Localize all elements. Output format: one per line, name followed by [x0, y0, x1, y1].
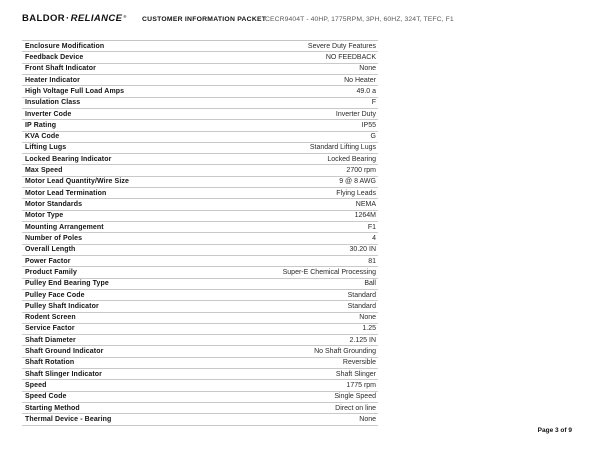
table-row: [22, 335, 378, 346]
table-row: [22, 64, 378, 75]
table-row: [22, 380, 378, 391]
spec-label: Shaft Rotation: [25, 359, 75, 367]
table-row: [22, 165, 378, 176]
spec-table: [22, 40, 378, 426]
page-header: [22, 13, 578, 27]
spec-label: Service Factor: [25, 325, 75, 333]
table-row: [22, 233, 378, 244]
spec-value: None: [359, 415, 376, 423]
table-row: [22, 211, 378, 222]
spec-value: No Heater: [344, 76, 376, 84]
spec-value: Single Speed: [334, 393, 376, 401]
logo-baldor-text: BALDOR: [22, 13, 66, 24]
spec-value: Locked Bearing: [327, 155, 376, 163]
table-row: [22, 346, 378, 357]
spec-label: Motor Type: [25, 212, 64, 220]
table-row: [22, 109, 378, 120]
spec-value: 2700 rpm: [346, 167, 376, 175]
spec-label: Number of Poles: [25, 234, 83, 242]
table-row: [22, 267, 378, 278]
spec-label: Speed: [25, 382, 47, 390]
spec-label: Motor Lead Quantity/Wire Size: [25, 178, 129, 186]
spec-label: Mounting Arrangement: [25, 223, 104, 231]
table-row: [22, 143, 378, 154]
logo-separator-dot: ·: [66, 13, 70, 24]
table-row: [22, 403, 378, 414]
table-row: [22, 279, 378, 290]
baldor-reliance-logo: [22, 13, 126, 24]
spec-label: Rodent Screen: [25, 314, 76, 322]
spec-value: 4: [372, 234, 376, 242]
spec-value: 30.20 IN: [349, 246, 376, 254]
spec-label: Shaft Diameter: [25, 336, 76, 344]
table-row: [22, 52, 378, 63]
spec-value: 1775 rpm: [346, 382, 376, 390]
table-row: [22, 120, 378, 131]
spec-value: Super-E Chemical Processing: [282, 268, 376, 276]
spec-label: High Voltage Full Load Amps: [25, 87, 125, 95]
table-row: [22, 369, 378, 380]
spec-value: No Shaft Grounding: [314, 348, 376, 356]
spec-label: Inverter Code: [25, 110, 72, 118]
document-title: CUSTOMER INFORMATION PACKET: [142, 16, 267, 23]
table-row: [22, 313, 378, 324]
spec-label: Enclosure Modification: [25, 42, 105, 50]
table-row: [22, 245, 378, 256]
table-row: [22, 414, 378, 425]
spec-label: Pulley Shaft Indicator: [25, 302, 99, 310]
table-row: [22, 392, 378, 403]
table-row: [22, 86, 378, 97]
spec-label: Max Speed: [25, 167, 63, 175]
spec-label: Front Shaft Indicator: [25, 65, 96, 73]
spec-value: Direct on line: [335, 404, 376, 412]
table-row: [22, 222, 378, 233]
spec-value: 1264M: [354, 212, 376, 220]
spec-label: Starting Method: [25, 404, 80, 412]
table-row: [22, 358, 378, 369]
spec-label: KVA Code: [25, 133, 60, 141]
spec-value: None: [359, 314, 376, 322]
spec-value: Standard Lifting Lugs: [309, 144, 376, 152]
table-row: [22, 132, 378, 143]
spec-value: Shaft Slinger: [335, 370, 376, 378]
table-row: [22, 98, 378, 109]
table-row: [22, 301, 378, 312]
table-row: [22, 177, 378, 188]
spec-label: IP Rating: [25, 121, 57, 129]
spec-label: Shaft Slinger Indicator: [25, 370, 102, 378]
page-number: Page 3 of 9: [537, 427, 572, 434]
registered-trademark-icon: ®: [123, 14, 127, 19]
spec-value: NEMA: [355, 201, 376, 209]
spec-label: Insulation Class: [25, 99, 81, 107]
spec-label: Heater Indicator: [25, 76, 80, 84]
spec-value: 2.125 IN: [349, 336, 376, 344]
spec-value: Reversible: [342, 359, 376, 367]
spec-label: Pulley Face Code: [25, 291, 85, 299]
table-row: [22, 41, 378, 52]
spec-label: Motor Lead Termination: [25, 189, 107, 197]
spec-value: 9 @ 8 AWG: [339, 178, 376, 186]
spec-label: Speed Code: [25, 393, 67, 401]
table-row: [22, 188, 378, 199]
spec-label: Lifting Lugs: [25, 144, 67, 152]
spec-value: 1.25: [362, 325, 376, 333]
spec-value: Standard: [347, 302, 376, 310]
spec-label: Locked Bearing Indicator: [25, 155, 112, 163]
spec-label: Motor Standards: [25, 201, 83, 209]
logo-reliance-text: RELIANCE: [70, 13, 123, 24]
spec-value: NO FEEDBACK: [325, 53, 376, 61]
table-row: [22, 290, 378, 301]
spec-label: Pulley End Bearing Type: [25, 280, 109, 288]
spec-label: Overall Length: [25, 246, 76, 254]
spec-value: Inverter Duty: [335, 110, 376, 118]
spec-value: G: [370, 133, 376, 141]
spec-value: Severe Duty Features: [307, 42, 376, 50]
table-row: [22, 256, 378, 267]
spec-value: F: [371, 99, 376, 107]
spec-value: None: [359, 65, 376, 73]
spec-value: Standard: [347, 291, 376, 299]
spec-label: Feedback Device: [25, 53, 84, 61]
spec-value: Ball: [364, 280, 376, 288]
spec-label: Power Factor: [25, 257, 71, 265]
table-row: [22, 324, 378, 335]
table-row: [22, 154, 378, 165]
spec-value: 49.0 a: [356, 87, 376, 95]
spec-label: Product Family: [25, 268, 77, 276]
spec-value: IP55: [361, 121, 376, 129]
catalog-spec-line: CECR9404T - 40HP, 1775RPM, 3PH, 60HZ, 324T, TEFC, F1: [265, 16, 454, 23]
spec-value: 81: [368, 257, 376, 265]
spec-label: Thermal Device - Bearing: [25, 415, 112, 423]
spec-value: Flying Leads: [336, 189, 376, 197]
spec-value: F1: [367, 223, 376, 231]
spec-label: Shaft Ground Indicator: [25, 348, 104, 356]
table-row: [22, 199, 378, 210]
table-row: [22, 75, 378, 86]
